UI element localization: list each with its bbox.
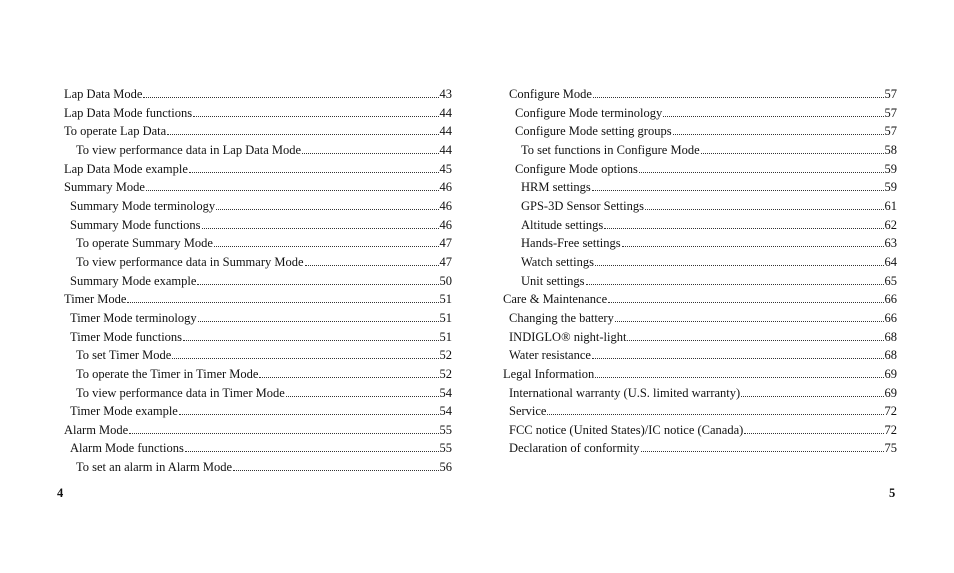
- toc-entry-page: 46: [439, 180, 452, 195]
- dot-leader: [622, 245, 884, 247]
- toc-entry[interactable]: [503, 253, 897, 272]
- dot-leader: [167, 133, 438, 135]
- toc-entry-page: 68: [884, 329, 897, 344]
- toc-entry-title: Timer Mode functions: [70, 329, 183, 344]
- dot-leader: [259, 376, 438, 378]
- toc-entry-title: Declaration of conformity: [509, 441, 640, 456]
- toc-entry-title: Care & Maintenance: [503, 292, 608, 307]
- toc-entry-page: 59: [884, 180, 897, 195]
- dot-leader: [593, 96, 884, 98]
- toc-entry[interactable]: [503, 402, 897, 421]
- toc-entry-page: 72: [884, 422, 897, 437]
- toc-entry[interactable]: [64, 141, 452, 160]
- toc-entry[interactable]: [503, 178, 897, 197]
- toc-entry-title: Configure Mode setting groups: [515, 124, 672, 139]
- toc-entry-title: Configure Mode terminology: [515, 105, 663, 120]
- toc-entry[interactable]: [64, 458, 452, 477]
- toc-entry[interactable]: [503, 439, 897, 458]
- page-number-right: 5: [889, 486, 896, 500]
- toc-entry-title: To set an alarm in Alarm Mode: [76, 460, 233, 475]
- toc-entry-page: 69: [884, 366, 897, 381]
- toc-entry-page: 44: [439, 105, 452, 120]
- dot-leader: [127, 301, 438, 303]
- toc-entry-page: 68: [884, 348, 897, 363]
- dot-leader: [604, 227, 883, 229]
- toc-entry-page: 72: [884, 404, 897, 419]
- toc-entry-page: 45: [439, 161, 452, 176]
- toc-entry[interactable]: [503, 160, 897, 179]
- toc-entry-title: Changing the battery: [509, 310, 614, 325]
- toc-entry-page: 55: [439, 441, 452, 456]
- toc-entry-title: Hands-Free settings: [521, 236, 621, 251]
- toc-entry[interactable]: [503, 365, 897, 384]
- toc-entry-page: 66: [884, 310, 897, 325]
- dot-leader: [592, 189, 884, 191]
- toc-entry-page: 63: [884, 236, 897, 251]
- dot-leader: [198, 320, 439, 322]
- toc-entry[interactable]: [64, 272, 452, 291]
- toc-entry[interactable]: [503, 104, 897, 123]
- toc-entry[interactable]: [64, 421, 452, 440]
- toc-entry-title: HRM settings: [521, 180, 591, 195]
- dot-leader: [586, 283, 884, 285]
- toc-entry-title: Unit settings: [521, 273, 585, 288]
- toc-entry-page: 51: [439, 329, 452, 344]
- toc-entry-title: To set Timer Mode: [76, 348, 172, 363]
- dot-leader: [641, 450, 884, 452]
- toc-entry-title: Lap Data Mode functions: [64, 105, 193, 120]
- toc-entry[interactable]: [503, 384, 897, 403]
- dot-leader: [547, 413, 883, 415]
- toc-entry[interactable]: [503, 346, 897, 365]
- dot-leader: [595, 376, 883, 378]
- toc-entry[interactable]: [64, 122, 452, 141]
- toc-entry[interactable]: [64, 439, 452, 458]
- toc-entry-page: 52: [439, 348, 452, 363]
- dot-leader: [663, 115, 883, 117]
- dot-leader: [197, 283, 438, 285]
- dot-leader: [193, 115, 438, 117]
- toc-entry-page: 44: [439, 124, 452, 139]
- toc-entry[interactable]: [503, 421, 897, 440]
- toc-entry[interactable]: [64, 290, 452, 309]
- toc-entry[interactable]: [503, 216, 897, 235]
- toc-entry-title: To view performance data in Timer Mode: [76, 385, 285, 400]
- toc-entry-page: 55: [439, 422, 452, 437]
- toc-entry[interactable]: [64, 402, 452, 421]
- dot-leader: [185, 450, 439, 452]
- toc-entry[interactable]: [503, 309, 897, 328]
- toc-entry[interactable]: [503, 272, 897, 291]
- toc-entry-title: To operate the Timer in Timer Mode: [76, 366, 259, 381]
- toc-entry-page: 59: [884, 161, 897, 176]
- toc-entry-title: GPS-3D Sensor Settings: [521, 198, 644, 213]
- toc-entry[interactable]: [64, 328, 452, 347]
- toc-entry[interactable]: [64, 346, 452, 365]
- toc-entry-page: 47: [439, 254, 452, 269]
- toc-entry-page: 46: [439, 217, 452, 232]
- toc-entry[interactable]: [64, 234, 452, 253]
- dot-leader: [286, 395, 439, 397]
- toc-entry[interactable]: [64, 365, 452, 384]
- dot-leader: [233, 469, 438, 471]
- toc-entry-page: 57: [884, 124, 897, 139]
- toc-entry-page: 51: [439, 292, 452, 307]
- toc-entry[interactable]: [64, 197, 452, 216]
- dot-leader: [701, 152, 884, 154]
- toc-entry[interactable]: [503, 141, 897, 160]
- toc-entry-page: 69: [884, 385, 897, 400]
- toc-entry-page: 51: [439, 310, 452, 325]
- toc-entry[interactable]: [64, 104, 452, 123]
- toc-entry-title: Summary Mode example: [70, 273, 197, 288]
- dot-leader: [673, 133, 884, 135]
- toc-entry-title: To set functions in Configure Mode: [521, 142, 700, 157]
- dot-leader: [146, 189, 439, 191]
- toc-entry-title: Configure Mode: [509, 87, 592, 101]
- toc-entry[interactable]: [64, 384, 452, 403]
- toc-entry[interactable]: [503, 328, 897, 347]
- toc-entry-page: 61: [884, 198, 897, 213]
- toc-entry-title: Service: [509, 404, 547, 419]
- toc-entry-title: To operate Summary Mode: [76, 236, 213, 251]
- dot-leader: [129, 432, 438, 434]
- toc-entry-page: 57: [884, 105, 897, 120]
- toc-entry-title: Timer Mode example: [70, 404, 178, 419]
- toc-entry-page: 75: [884, 441, 897, 456]
- dot-leader: [744, 432, 883, 434]
- dot-leader: [189, 171, 439, 173]
- toc-entry[interactable]: [503, 85, 897, 104]
- dot-leader: [183, 339, 438, 341]
- toc-entry-title: Timer Mode terminology: [70, 310, 197, 325]
- toc-entry-page: 44: [439, 142, 452, 157]
- toc-entry-title: Altitude settings: [521, 217, 604, 232]
- dot-leader: [305, 264, 439, 266]
- toc-entry-title: Watch settings: [521, 254, 594, 269]
- toc-entry-title: To view performance data in Lap Data Mode: [76, 142, 302, 157]
- toc-entry-title: To operate Lap Data: [64, 124, 167, 139]
- dot-leader: [202, 227, 439, 229]
- toc-entry-title: Alarm Mode: [64, 422, 129, 437]
- dot-leader: [592, 357, 884, 359]
- dot-leader: [143, 96, 438, 98]
- toc-entry-title: FCC notice (United States)/IC notice (Canada): [509, 422, 744, 437]
- toc-entry-title: Summary Mode terminology: [70, 198, 216, 213]
- toc-entry-title: To view performance data in Summary Mode: [76, 254, 304, 269]
- toc-entry-page: 50: [439, 273, 452, 288]
- dot-leader: [172, 357, 438, 359]
- toc-entry-title: Lap Data Mode: [64, 87, 143, 101]
- toc-entry-title: Water resistance: [509, 348, 591, 363]
- dot-leader: [608, 301, 883, 303]
- dot-leader: [615, 320, 884, 322]
- toc-entry[interactable]: [64, 216, 452, 235]
- dot-leader: [214, 245, 439, 247]
- toc-entry[interactable]: [64, 309, 452, 328]
- toc-entry-page: 65: [884, 273, 897, 288]
- toc-entry[interactable]: [64, 178, 452, 197]
- toc-entry[interactable]: [503, 290, 897, 309]
- toc-entry-page: 64: [884, 254, 897, 269]
- toc-entry[interactable]: [64, 253, 452, 272]
- toc-entry[interactable]: [64, 85, 452, 104]
- toc-entry[interactable]: [503, 234, 897, 253]
- toc-entry-page: 57: [884, 87, 897, 101]
- toc-entry-page: 47: [439, 236, 452, 251]
- dot-leader: [179, 413, 439, 415]
- toc-entry-page: 66: [884, 292, 897, 307]
- toc-entry-title: Configure Mode options: [515, 161, 638, 176]
- toc-entry-page: 58: [884, 142, 897, 157]
- dot-leader: [302, 152, 438, 154]
- toc-entry-page: 56: [439, 460, 452, 475]
- toc-right-column: [503, 85, 897, 458]
- toc-entry[interactable]: [503, 197, 897, 216]
- dot-leader: [595, 264, 884, 266]
- toc-entry-title: Legal Information: [503, 366, 595, 381]
- dot-leader: [216, 208, 438, 210]
- toc-entry-title: Summary Mode functions: [70, 217, 201, 232]
- page-number-left: 4: [57, 486, 64, 500]
- toc-entry-title: INDIGLO® night-light: [509, 329, 627, 344]
- toc-entry-title: Lap Data Mode example: [64, 161, 188, 176]
- toc-entry[interactable]: [503, 122, 897, 141]
- dot-leader: [627, 339, 883, 341]
- toc-entry-page: 62: [884, 217, 897, 232]
- toc-entry-title: Timer Mode: [64, 292, 127, 307]
- toc-entry-title: Summary Mode: [64, 180, 145, 195]
- toc-entry-page: 43: [439, 87, 452, 101]
- dot-leader: [645, 208, 884, 210]
- toc-entry-title: Alarm Mode functions: [70, 441, 184, 456]
- toc-entry-page: 52: [439, 366, 452, 381]
- toc-entry-title: International warranty (U.S. limited warranty): [509, 385, 741, 400]
- toc-entry[interactable]: [64, 160, 452, 179]
- dot-leader: [741, 395, 883, 397]
- toc-entry-page: 46: [439, 198, 452, 213]
- toc-entry-page: 54: [439, 385, 452, 400]
- toc-entry-page: 54: [439, 404, 452, 419]
- dot-leader: [639, 171, 884, 173]
- toc-left-column: [64, 85, 452, 477]
